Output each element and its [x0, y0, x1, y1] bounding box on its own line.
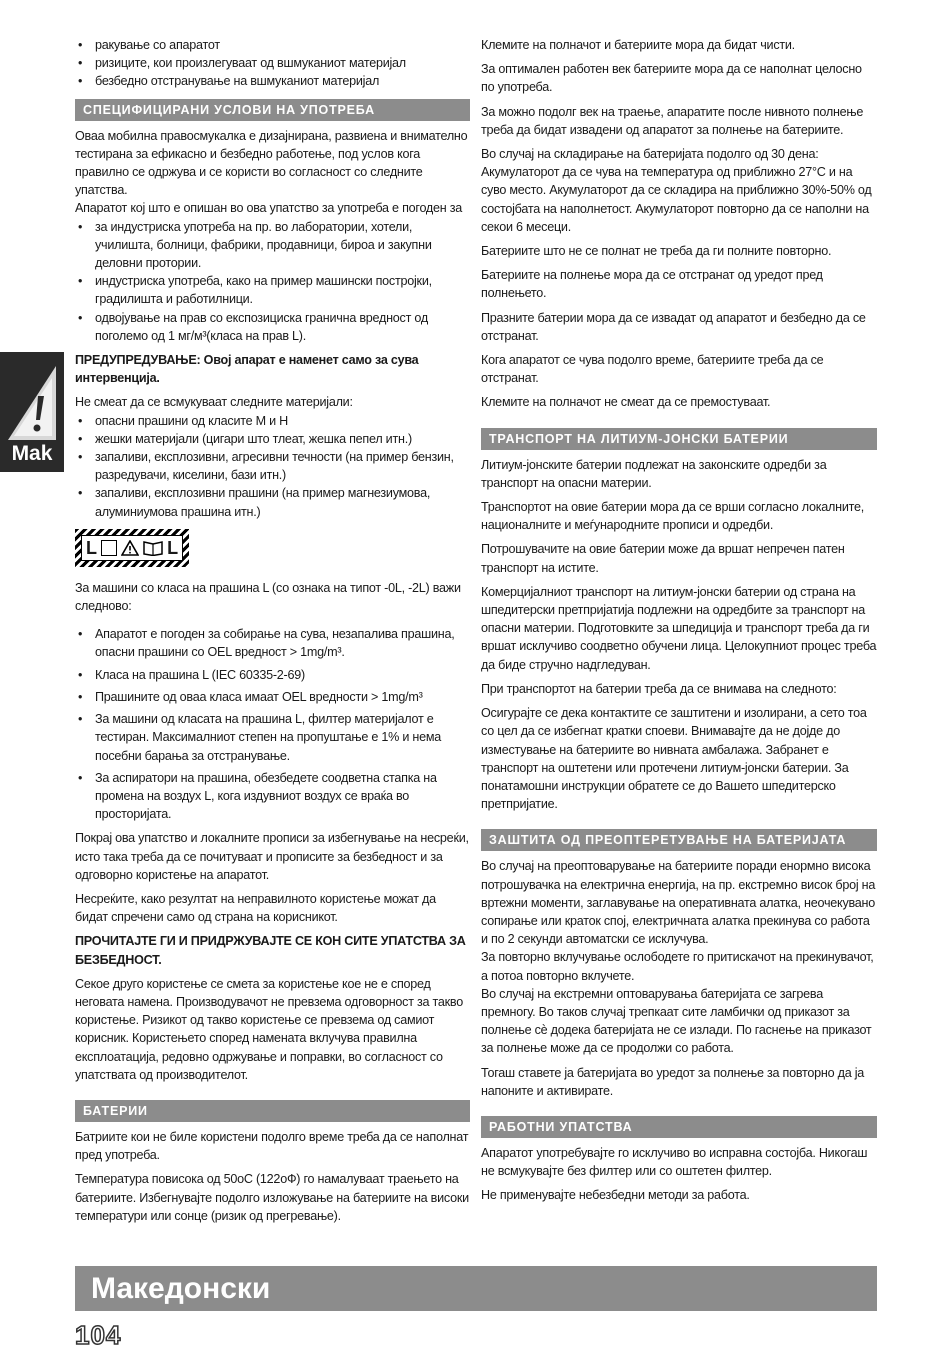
paragraph: Апаратот употребувајте го исклучиво во исправна состојба. Никогаш не всмукувајте без филтер или со оштетен филтер.	[481, 1145, 868, 1179]
list-item: • За машини од класата на прашина L, филтер материјалот е тестиран. Максималниот степен на пропуштање е 1% и нема посебни барања за отстранување.	[75, 710, 470, 765]
paragraph: Оваа мобилна правосмукалка е дизајнирана, развиена и внимателно тестирана за ефикасно и безбедно работење, под услов кога правилно се одржува и се користи во согласност со следните упатства.	[75, 128, 468, 198]
paragraph: Транспортот на овие батерии мора да се врши согласно локалните, националните и меѓународните прописи и одредби.	[481, 500, 864, 533]
intro-bullet-list	[75, 36, 470, 91]
language-side-tab	[0, 352, 64, 472]
paragraph: Батериите на полнење мора да се отстранат од уредот пред полнењето.	[481, 268, 823, 301]
paragraph: Клемите на полначот не смеат да се премостуваат.	[481, 395, 771, 410]
right-column	[481, 36, 877, 1211]
paragraph: Не смеат да се всмукуваат следните материјали:	[75, 395, 353, 410]
paragraph: Секое друго користење се смета за користење кое не е според неговата намена. Производувачот не превзема одговорност за такво користење. Ризикот од такво користење се превзема од самиот корисник. Користењето според намената вклучува правилна експлоатација, редовно одржување и поправки, во согласност со упатствата од производителот.	[75, 976, 463, 1082]
forbidden-materials-list	[75, 412, 470, 521]
paragraph: За оптимален работен век батериите мора да се наполнат целосно по употреба.	[481, 62, 862, 95]
paragraph: Потрошувачите на овие батерии може да вршат непречен патен транспорт на истите.	[481, 542, 845, 575]
paragraph: Во случај на преоптоварување на батериите поради енормно висока потрошувачка на електрична енергија, на пр. екстремно висок број на вртежни моменти, заглавување на оперативната алатка, неочекувано сопирање или краток спој, електричната алатка прекинува со работа и по 2 секунди автоматски се исклучува.	[481, 859, 876, 947]
class-l-bullet-list	[75, 625, 470, 823]
paragraph: Батериите што не се полнат не треба да ги полните повторно.	[481, 244, 832, 259]
dust-class-l-label-inner	[81, 535, 183, 561]
machine-icon	[101, 540, 117, 556]
section-heading-batteries: БАТЕРИИ	[75, 1100, 470, 1122]
list-item: • За аспиратори на прашина, обезбедете соодветна стапка на промена на воздух L, кога издувниот воздух се враќа во просторијата.	[75, 769, 470, 824]
list-item: • ризиците, кои произлегуваат од вшмуканиот материјал	[75, 54, 470, 72]
section-heading-specified-use: СПЕЦИФИЦИРАНИ УСЛОВИ НА УПОТРЕБА	[75, 99, 470, 121]
paragraph: Несреќите, како резултат на неправилното користење можат да бидат спречени само од страна на корисникот.	[75, 891, 436, 925]
use-bullet-list	[75, 218, 470, 345]
warning-triangle-icon	[0, 356, 64, 446]
safety-instructions-notice: ПРОЧИТАЈТЕ ГИ И ПРИДРЖУВАЈТЕ СЕ КОН СИТЕ УПАТСТВА ЗА БЕЗБЕДНОСТ.	[75, 934, 466, 967]
list-item: • безбедно отстранување на вшмуканиот материјал	[75, 72, 470, 90]
paragraph: Батриите кои не биле користени подолго време треба да се наполнат пред употреба.	[75, 1129, 469, 1163]
list-item: • Апаратот е погоден за собирање на сува, незапалива прашина, опасни прашини со OEL вредност > 1mg/m³.	[75, 625, 470, 661]
paragraph: За повторно вклучување ослободете го притискачот на прекинувачот, а потоа повторно вклучете.	[481, 950, 874, 983]
side-tab-label: Mak	[11, 442, 53, 465]
list-item: • за индустриска употреба на пр. во лаборатории, хотели, училишта, болници, фабрики, продавници, бироа и закупни деловни протории.	[75, 218, 470, 273]
list-item: • запаливи, експлозивни прашини (на пример магнезиумова, алуминиумова прашина итн.)	[75, 484, 470, 520]
language-footer-bar	[75, 1266, 877, 1311]
section-heading-overload-protection: ЗАШТИТА ОД ПРЕОПТЕРЕТУВАЊЕ НА БАТЕРИЈАТА	[481, 829, 877, 851]
warning-text: ПРЕДУПРЕДУВАЊЕ: Овој апарат е наменет само за сува интервенција.	[75, 353, 419, 386]
dust-class-letter-right: L	[167, 537, 178, 558]
caution-triangle-icon	[121, 540, 139, 556]
list-item: • запаливи, експлозивни, агресивни течности (на пример бензин, разредувачи, киселини, бази итн.)	[75, 448, 470, 484]
language-title: Македонски	[91, 1272, 271, 1305]
paragraph: Клемите на полначот и батериите мора да бидат чисти.	[481, 38, 795, 52]
list-item: • одвојување на прав со експозициска гранична вредност од поголемо од 1 мг/м³(класа на прав L).	[75, 309, 470, 345]
section-heading-transport: ТРАНСПОРТ НА ЛИТИУМ-ЈОНСКИ БАТЕРИИ	[481, 428, 877, 450]
list-item: • опасни прашини од класите M и H	[75, 412, 470, 430]
paragraph: Апаратот кој што е опишан во ова упатство за употреба е погоден за	[75, 201, 463, 216]
dust-class-l-label	[75, 529, 189, 567]
page-number: 104	[75, 1320, 122, 1350]
paragraph: За можно подолг век на траење, апаратите после нивното полнење треба да бидат извадени од апаратот за полнење на батериите.	[481, 104, 864, 137]
paragraph: За машини со класа на прашина L (со ознака на типот -0L, -2L) важи следново:	[75, 580, 461, 614]
dust-class-letter-left: L	[86, 537, 97, 558]
list-item: • Класа на прашина L (IEC 60335-2-69)	[75, 666, 470, 684]
paragraph: Кога апаратот се чува подолго време, батериите треба да се отстранат.	[481, 353, 824, 386]
paragraph: Во случај на екстремни оптоварувања батеријата се загрева премногу. Во таков случај трепкаат сите ламбички од приказот за полнење сѐ додека батеријата не се излади. По гаснење на приказот за полнење може да се продолжи со работа.	[481, 986, 872, 1056]
paragraph: При транспортот на батерии треба да се внимава на следното:	[481, 681, 837, 696]
paragraph: Комерцијалниот транспорт на литиум-јонски батерии од страна на шпедитерски претпријатија подлежни на одредбите за транспорт на опасни материи. Подготовките за шпедиција и транспорт треба да ги вршат исклучиво соодветно обучени лица. Целокупниот процес треба да биде стручно надгледуван.	[481, 584, 877, 672]
section-heading-work-instructions: РАБОТНИ УПАТСТВА	[481, 1116, 877, 1138]
list-item: • ракување со апаратот	[75, 36, 470, 54]
paragraph: Температура повисока од 50оС (122оФ) го намалуваат траењето на батериите. Избегнувајте подолго изложување на батериите на високи температури или сонце (ризик од прегревање).	[75, 1172, 469, 1223]
paragraph: Покрај ова упатство и локалните прописи за избегнување на несреќи, исто така треба да се почитуваат и прописите за безбедност и за одговорно користење на апаратот.	[75, 831, 469, 882]
paragraph: Празните батерии мора да се извадат од апаратот и безбедно да се отстранат.	[481, 310, 866, 343]
list-item: • жешки материјали (цигари што тлеат, жешка пепел итн.)	[75, 430, 470, 448]
paragraph: Осигурајте се дека контактите се заштитени и изолирани, а сето тоа со цел да се избегнат кратки споеви. Внимавајте да не дојде до изместување на батериите во нивната амбалажа. Забранет е транспорт на оштетени или протечени литиум-јонски батерии. За понатамошни инструкции обратете се до Вашето шпедитерско претпријатие.	[481, 706, 867, 812]
list-item: • Прашините од оваа класа имаат OEL вредности > 1mg/m³	[75, 688, 470, 706]
list-item: • индустриска употреба, како на пример машински постројки, градилишта и работилници.	[75, 272, 470, 308]
manual-book-icon	[143, 540, 163, 556]
paragraph: Тогаш ставете ја батеријата во уредот за полнење за повторно да ја напоните и активирате.	[481, 1065, 865, 1098]
left-column	[75, 36, 470, 1231]
paragraph: Во случај на складирање на батеријата подолго од 30 дена: Акумулаторот да се чува на температура од приближно 27°C и на суво место. Акумулаторот да се складира на приближно 30%-50% од состојбата на наполнетост. Акумулаторот повторно да се наполни на секои 6 месеци.	[481, 147, 872, 234]
paragraph: Литиум-јонските батерии подлежат на законските одредби за транспорт на опасни материи.	[481, 457, 827, 490]
paragraph: Не применувајте небезбедни методи за работа.	[481, 1188, 750, 1203]
